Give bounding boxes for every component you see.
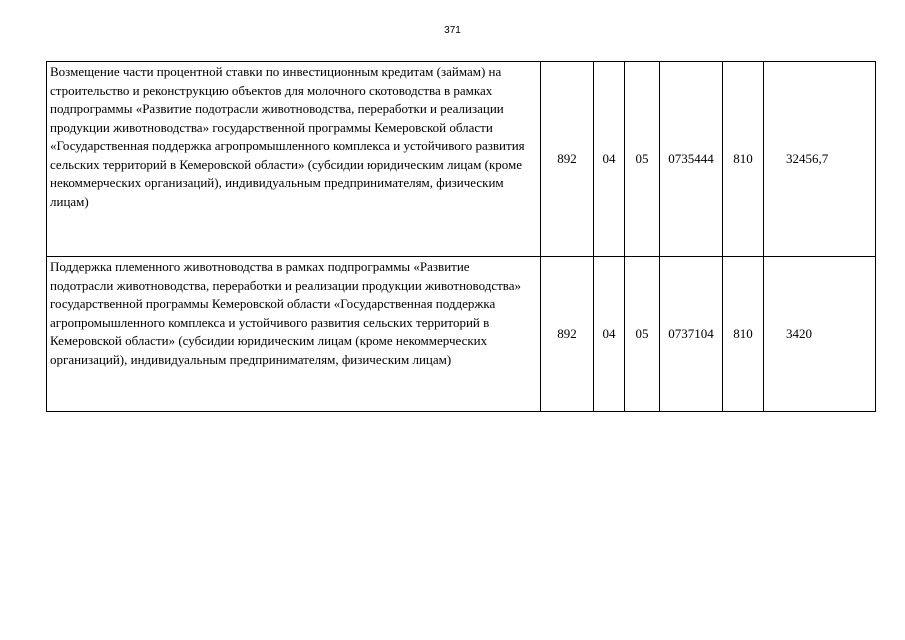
table-row (47, 257, 876, 412)
ministry-code: 892 (541, 62, 594, 257)
target-article-code: 0737104 (660, 257, 723, 412)
section-code: 04 (594, 62, 625, 257)
row-description: Поддержка племенного животноводства в рамках подпрограммы «Развитие подотрасли животноводства, переработки и реализации продукции животноводства» государственной программы Кемеровской области «Государственная поддержка агропромышленного комплекса и устойчивого развития сельских территорий в Кемеровской области» (субсидии юридическим лицам (кроме некоммерческих организаций), индивидуальным предпринимателям, физическим лицам) (47, 257, 541, 412)
target-article-code: 0735444 (660, 62, 723, 257)
amount: 32456,7 (764, 62, 876, 257)
page-number: 371 (444, 25, 461, 36)
section-code: 04 (594, 257, 625, 412)
expense-type-code: 810 (723, 257, 764, 412)
subsection-code: 05 (625, 257, 660, 412)
budget-table (46, 61, 876, 412)
expense-type-code: 810 (723, 62, 764, 257)
table-row (47, 62, 876, 257)
row-description: Возмещение части процентной ставки по инвестиционным кредитам (займам) на строительство и реконструкцию объектов для молочного скотоводства в рамках подпрограммы «Развитие подотрасли животноводства, переработки и реализации продукции животноводства» государственной программы Кемеровской области «Государственная поддержка агропромышленного комплекса и устойчивого развития сельских территорий в Кемеровской области» (субсидии юридическим лицам (кроме некоммерческих организаций), индивидуальным предпринимателям, физическим лицам) (47, 62, 541, 257)
subsection-code: 05 (625, 62, 660, 257)
ministry-code: 892 (541, 257, 594, 412)
amount: 3420 (764, 257, 876, 412)
